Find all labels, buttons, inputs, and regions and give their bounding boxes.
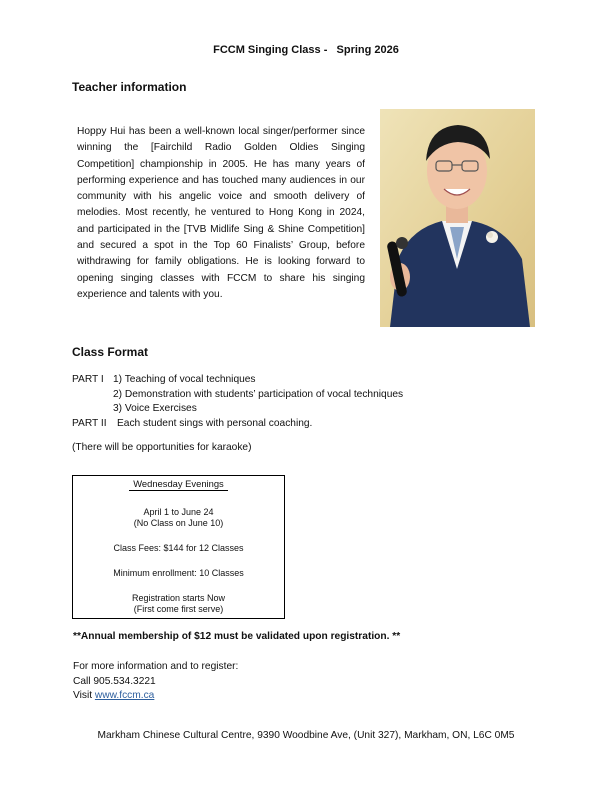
contact-intro: For more information and to register: [73, 661, 239, 672]
footer-address: Markham Chinese Cultural Centre, 9390 Woodbine Ave, (Unit 327), Markham, ON, L6C 0M5 [97, 730, 515, 741]
teacher-heading: Teacher information [72, 80, 187, 94]
part1-item: 1) Teaching of vocal techniques [113, 374, 256, 385]
part1-label: PART I [72, 374, 104, 385]
schedule-dates: April 1 to June 24 [143, 507, 214, 517]
website-link[interactable]: www.fccm.ca [94, 690, 155, 701]
teacher-photo [380, 109, 535, 327]
part2-label: PART II [72, 417, 107, 429]
schedule-minimum: Minimum enrollment: 10 Classes [113, 568, 244, 578]
schedule-header: Wednesday Evenings [129, 478, 228, 491]
contact-phone: Call 905.534.3221 [73, 675, 156, 687]
page-title: FCCM Singing Class - Spring 2026 [213, 44, 399, 56]
schedule-fees: Class Fees: $144 for 12 Classes [113, 543, 244, 553]
schedule-box [72, 475, 285, 619]
class-format-heading: Class Format [72, 345, 149, 359]
karaoke-note: (There will be opportunities for karaoke) [72, 442, 252, 453]
contact-visit [73, 689, 238, 704]
part2-text: Each student sings with personal coaching. [117, 417, 313, 429]
schedule-first-come: (First come first serve) [133, 604, 224, 614]
schedule-no-class: (No Class on June 10) [133, 518, 224, 528]
schedule-registration: Registration starts Now [131, 593, 226, 603]
membership-note: **Annual membership of $12 must be validated upon registration. ** [73, 631, 401, 642]
contact-info [73, 660, 238, 704]
visit-prefix: Visit [73, 690, 95, 701]
part1-item: 2) Demonstration with students’ participation of vocal techniques [113, 388, 404, 400]
part1-item: 3) Voice Exercises [113, 403, 197, 415]
teacher-bio: Hoppy Hui has been a well-known local singer/performer since winning the [Fairchild Radio Golden Oldies Singing Competition] championship in 2005. He has many years of performing experience and has touched many audiences in our community with his angelic voice and smooth delivery of melodies. Most recently, he ventured to Hong Kong in 2024, and participated in the [TVB Midlife Sing & Shine Competition] and secured a spot in the Top 60 Finalists’ Group, before withdrawing for family obligations. He is looking forward to opening singing classes with FCCM to share his singing experience and talents with you. [77, 126, 365, 300]
